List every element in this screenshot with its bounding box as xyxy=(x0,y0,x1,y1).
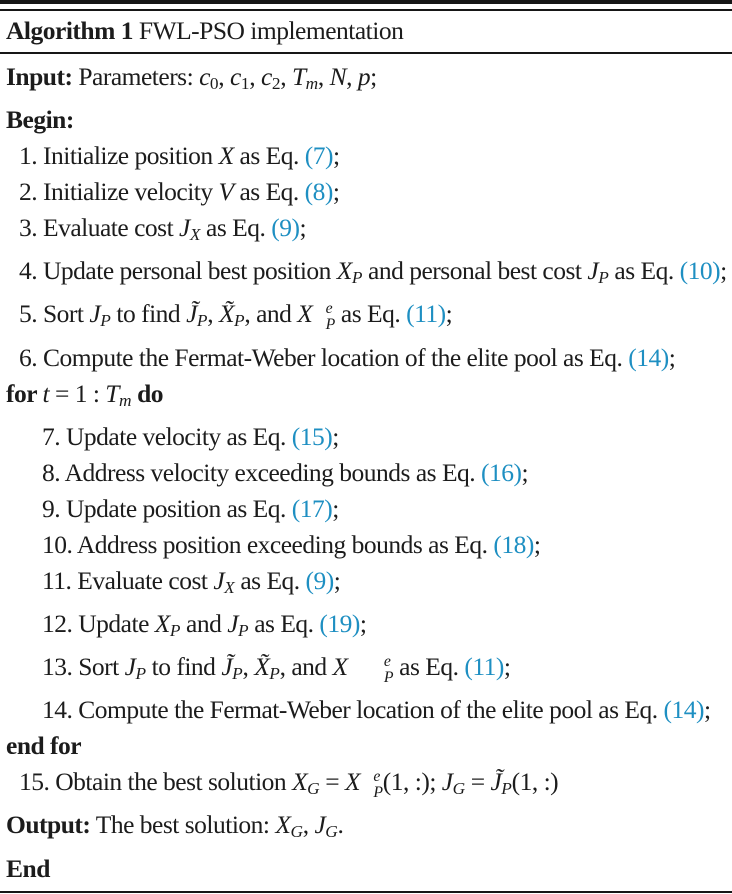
algorithm-line xyxy=(6,807,727,850)
algorithm-label: Algorithm 1 xyxy=(6,16,133,45)
equation-ref[interactable]: (11) xyxy=(464,652,504,682)
algorithm-line xyxy=(6,59,727,102)
math-var: JP xyxy=(124,652,146,684)
text-run: ; xyxy=(445,299,453,329)
text-run: 7. Update velocity as Eq. xyxy=(42,421,292,451)
math-sub: P xyxy=(598,268,609,288)
text-run: (1, :); xyxy=(382,767,442,797)
text-run: ; xyxy=(359,608,367,638)
algorithm-line xyxy=(6,296,727,339)
math-sub: X xyxy=(224,577,235,597)
math-var: JX xyxy=(213,565,235,597)
text-run: , xyxy=(249,62,261,91)
text-run: as Eq. xyxy=(233,141,305,171)
algorithm-line xyxy=(6,253,727,296)
text-run: . xyxy=(337,810,344,840)
text-run: , xyxy=(242,652,255,682)
text-run: ; xyxy=(370,62,377,91)
text-run: , xyxy=(346,62,358,91)
math-sub: P xyxy=(501,779,512,799)
algorithm-caption xyxy=(0,11,732,52)
equation-ref[interactable]: (8) xyxy=(304,177,333,207)
equation-ref[interactable]: (14) xyxy=(628,342,669,372)
text-run: as Eq. xyxy=(200,213,272,243)
equation-ref[interactable]: (11) xyxy=(406,299,446,329)
equation-ref[interactable]: (19) xyxy=(319,608,360,638)
text-run: , xyxy=(218,62,231,91)
text-run: , xyxy=(302,810,315,840)
math-var: XG xyxy=(292,767,320,799)
algorithm-line xyxy=(6,527,727,563)
text-run: as Eq. xyxy=(335,299,407,329)
math-sub: P xyxy=(351,268,363,288)
math-var: X e P xyxy=(332,652,394,686)
text-run: ; xyxy=(332,141,340,171)
text-run: 4. Update personal best position xyxy=(19,256,337,286)
math-sub: P xyxy=(135,664,146,684)
text-run: ; xyxy=(668,342,676,372)
algorithm-line xyxy=(6,692,727,728)
text-run: 1. Initialize position xyxy=(19,141,219,171)
algorithm-line xyxy=(6,455,727,491)
equation-ref[interactable]: (7) xyxy=(304,141,333,171)
math-var: N xyxy=(329,62,347,91)
math-sub: m xyxy=(305,74,318,94)
math-var: c1 xyxy=(230,62,250,94)
text-run: , xyxy=(280,62,292,91)
keyword: End xyxy=(6,853,50,883)
math-sub: 0 xyxy=(209,74,219,94)
math-sub: G xyxy=(452,779,465,799)
math-var: JX xyxy=(179,213,201,245)
text-run: , and xyxy=(244,299,298,329)
text-run: to find xyxy=(110,299,187,329)
math-var: JG xyxy=(314,810,338,842)
text-run: , xyxy=(317,62,330,91)
text-run: 12. Update xyxy=(42,608,155,638)
math-var: X e P xyxy=(345,767,383,801)
keyword: Output: xyxy=(6,810,91,840)
text-run: and personal best cost xyxy=(362,256,588,286)
algorithm-line xyxy=(6,649,727,692)
math-var: Tm xyxy=(105,378,132,410)
text-run: ; xyxy=(299,213,307,243)
text-run: 14. Compute the Fermat-Weber location of the elite pool as Eq. xyxy=(42,695,664,725)
text-run: 9. Update position as Eq. xyxy=(42,493,292,523)
math-sub: X xyxy=(189,225,201,245)
math-var: c0 xyxy=(199,62,219,94)
text-run: 2. Initialize velocity xyxy=(19,177,219,207)
math-var: c2 xyxy=(260,62,281,94)
math-var: XP xyxy=(154,608,181,641)
math-var: t xyxy=(42,378,50,408)
math-var: J̃P xyxy=(221,652,243,684)
text-run: 3. Evaluate cost xyxy=(19,213,180,243)
algorithm-line xyxy=(6,174,727,210)
algorithm-body xyxy=(0,54,732,891)
text-run: ; xyxy=(332,493,339,523)
text-run: , xyxy=(207,299,219,329)
keyword: end for xyxy=(6,731,82,761)
math-sub: P xyxy=(196,311,208,331)
text-run: = xyxy=(464,767,491,797)
algorithm-line xyxy=(6,419,727,455)
math-sub: G xyxy=(290,822,303,842)
bottom-rule xyxy=(0,891,732,893)
text-run: = xyxy=(319,767,345,797)
text-run: ; xyxy=(332,177,340,207)
math-var: X̃P xyxy=(254,652,280,684)
math-sub: m xyxy=(118,390,132,410)
equation-ref[interactable]: (18) xyxy=(493,529,534,559)
math-var: JP xyxy=(227,608,249,641)
math-var: p xyxy=(357,62,371,91)
algorithm-line xyxy=(6,102,727,138)
math-sub: 1 xyxy=(240,74,250,94)
algorithm-line xyxy=(6,376,727,419)
text-run: The best solution: xyxy=(90,810,276,840)
math-sub: 2 xyxy=(271,74,281,94)
text-run: = 1 : xyxy=(49,378,106,408)
algorithm-line xyxy=(6,491,727,527)
math-sub: P xyxy=(100,311,111,331)
text-run: 15. Obtain the best solution xyxy=(19,767,293,797)
algorithm-line xyxy=(6,563,727,606)
math-sub: P xyxy=(238,621,249,641)
text-run: as Eq. xyxy=(248,608,320,638)
equation-ref[interactable]: (16) xyxy=(481,457,522,487)
keyword: do xyxy=(137,378,164,408)
equation-ref[interactable]: (15) xyxy=(291,421,333,451)
text-run: 11. Evaluate cost xyxy=(42,565,214,595)
algorithm-line xyxy=(6,728,727,764)
text-run: 6. Compute the Fermat-Weber location of the elite pool as Eq. xyxy=(19,342,629,372)
keyword: Begin: xyxy=(6,105,74,135)
text-run: 13. Sort xyxy=(42,652,125,682)
algorithm-line xyxy=(6,851,727,887)
equation-ref[interactable]: (9) xyxy=(271,213,300,243)
text-run: (1, :) xyxy=(511,767,559,797)
text-run: Parameters: xyxy=(72,62,200,91)
math-supsub: e P xyxy=(325,299,336,334)
text-run: ; xyxy=(332,421,339,451)
math-sub: P xyxy=(232,664,243,684)
math-sub: G xyxy=(325,822,338,842)
math-var: X e P xyxy=(297,299,336,334)
text-run: as Eq. xyxy=(233,177,305,207)
text-run: 5. Sort xyxy=(19,299,90,329)
text-run: ; xyxy=(720,256,727,286)
math-var: X xyxy=(218,141,234,171)
math-supsub: e P xyxy=(383,652,394,686)
text-run: ; xyxy=(703,695,711,725)
equation-ref[interactable]: (14) xyxy=(663,695,704,725)
text-run: ; xyxy=(533,529,541,559)
math-var: XG xyxy=(275,810,303,842)
text-run: 8. Address velocity exceeding bounds as Eq. xyxy=(42,457,482,487)
text-run: as Eq. xyxy=(234,565,306,595)
math-var: J̃P xyxy=(186,299,208,331)
keyword: Input: xyxy=(6,62,73,91)
math-sub: P xyxy=(169,621,181,641)
math-var: JG xyxy=(441,767,465,799)
math-var: JP xyxy=(587,256,609,288)
math-var: Tm xyxy=(291,62,318,94)
text-run: to find xyxy=(145,652,222,682)
math-var: X̃P xyxy=(218,299,245,331)
equation-ref[interactable]: (10) xyxy=(679,256,721,286)
math-supsub: e P xyxy=(373,767,383,801)
math-var: XP xyxy=(336,256,363,288)
text-run: and xyxy=(180,608,228,638)
text-run: ; xyxy=(333,565,341,595)
equation-ref[interactable]: (17) xyxy=(291,493,333,523)
text-run: as Eq. xyxy=(393,652,465,682)
text-run: ; xyxy=(521,457,529,487)
math-sub: P xyxy=(269,664,280,684)
top-outer-rule xyxy=(0,0,732,4)
math-sub: P xyxy=(234,311,245,331)
math-sub: G xyxy=(307,779,320,799)
math-var: JP xyxy=(89,299,111,331)
algorithm-name: FWL-PSO implementation xyxy=(132,16,404,45)
text-run: , and xyxy=(279,652,333,682)
algorithm-line xyxy=(6,340,727,376)
algorithm-line xyxy=(6,210,727,253)
text-run: as Eq. xyxy=(608,256,680,286)
algorithm-line xyxy=(6,138,727,174)
equation-ref[interactable]: (9) xyxy=(305,565,334,595)
math-var: J̃P xyxy=(490,767,512,799)
algorithm-line xyxy=(6,606,727,649)
keyword: for xyxy=(6,378,43,408)
math-var: V xyxy=(218,177,234,207)
text-run: ; xyxy=(503,652,511,682)
text-run: 10. Address position exceeding bounds as Eq. xyxy=(42,529,494,559)
algorithm-line xyxy=(6,764,727,807)
